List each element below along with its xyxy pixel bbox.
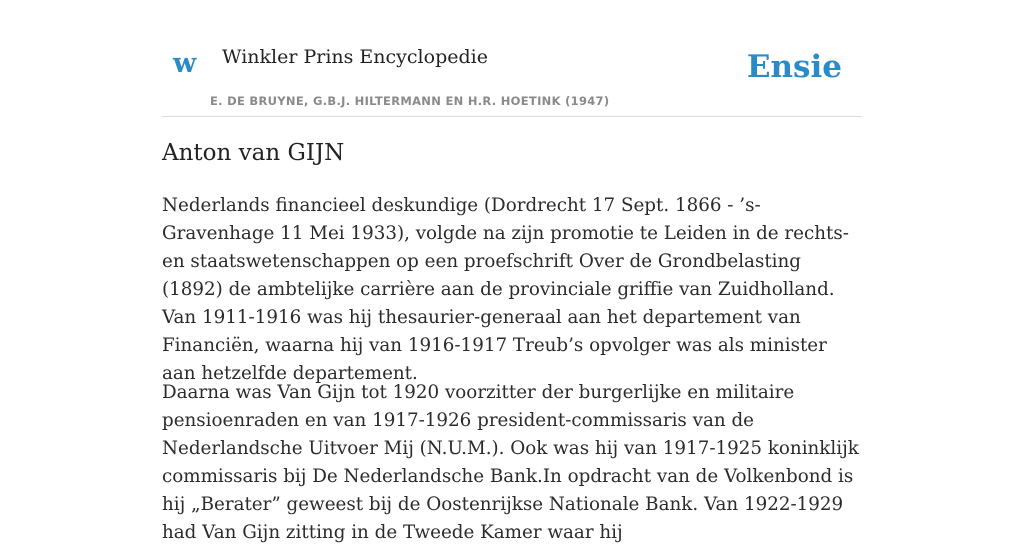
article-title: Anton van GIJN <box>162 140 345 166</box>
page <box>162 0 862 543</box>
encyclopedia-title[interactable]: Winkler Prins Encyclopedie <box>222 46 488 68</box>
ensie-logo-icon[interactable]: w <box>173 48 197 79</box>
site-header <box>162 0 862 117</box>
article-paragraph-2: Daarna was Van Gijn tot 1920 voorzitter der burgerlijke en militaire pensioenraden en van 1917-1926 president-commissaris van de Nederlandsche Uitvoer Mij (N.U.M.). Ook was hij van 1917-1925 koninklijk commissaris bij De Nederlandsche Bank.In opdracht van de Volkenbond is hij „Berater” geweest bij de Oostenrijkse Nationale Bank. Van 1922-1929 had Van Gijn zitting in de Tweede Kamer waar hij <box>162 382 859 543</box>
article-paragraph-1: Nederlands financieel deskundige (Dordrecht 17 Sept. 1866 - ’s-Gravenhage 11 Mei 1933), volgde na zijn promotie te Leiden in de rechts- en staatswetenschappen op een proefschrift Over de Grondbelasting (1892) de ambtelijke carrière aan de provinciale griffie van Zuidholland. Van 1911-1916 was hij thesaurier-generaal aan het departement van Financiën, waarna hij van 1916-1917 Treub’s opvolger was als minister aan hetzelfde departement. <box>162 195 849 384</box>
encyclopedia-authors: E. DE BRUYNE, G.B.J. HILTERMANN EN H.R. HOETINK (1947) <box>210 94 610 108</box>
ensie-brand-link[interactable]: Ensie <box>746 49 842 85</box>
